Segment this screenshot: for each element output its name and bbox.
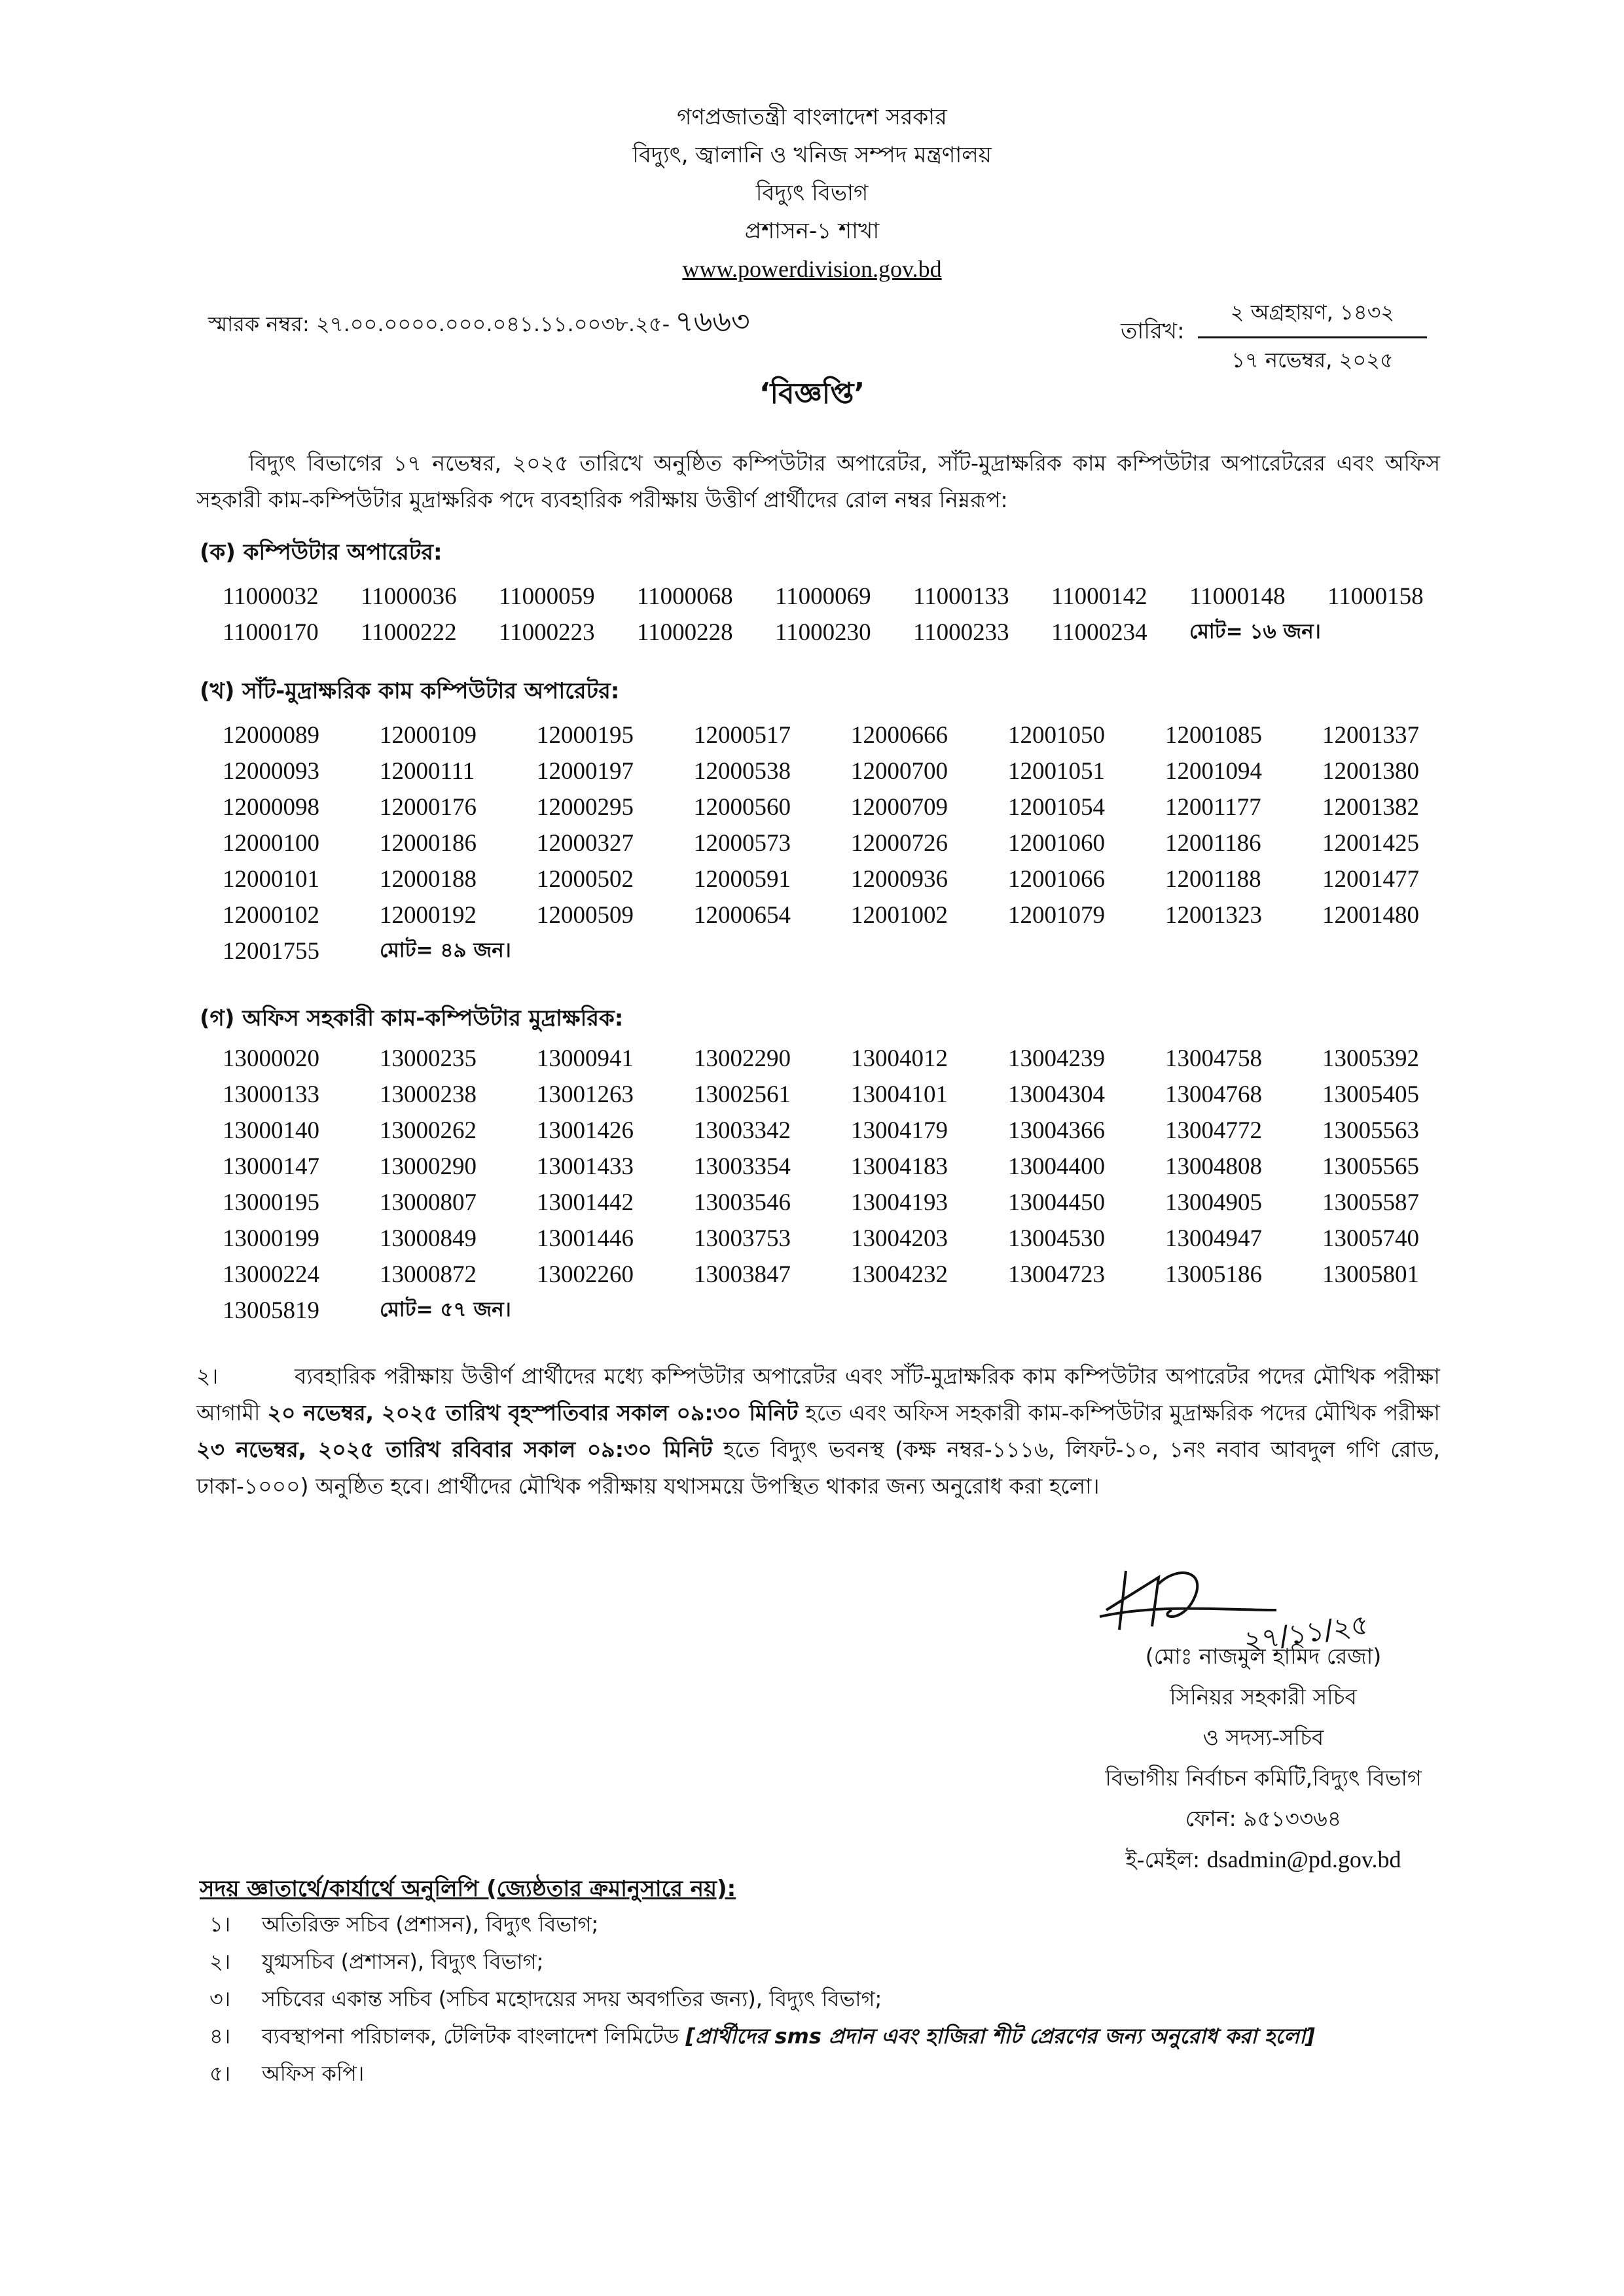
roll-row	[223, 789, 1479, 825]
copy-index: ১।	[209, 1912, 231, 1937]
signature-date: ২৭/১১/২৫	[1242, 1607, 1371, 1658]
roll-row	[223, 933, 1479, 969]
roll-number: 11000036	[361, 583, 457, 610]
roll-number: 11000148	[1189, 583, 1286, 610]
roll-number: 13004179	[851, 1117, 948, 1144]
roll-number: 12001177	[1165, 794, 1261, 821]
roll-number: 13000872	[380, 1261, 477, 1288]
viva-text-2: হতে এবং অফিস সহকারী কাম-কম্পিউটার মুদ্রাক্ষরিক পদের মৌখিক পরীক্ষা	[798, 1400, 1440, 1426]
section-c-roll-grid	[223, 1041, 1479, 1329]
roll-number: 13000235	[380, 1045, 477, 1072]
roll-number: 13004947	[1165, 1225, 1262, 1252]
roll-number: 13001442	[537, 1189, 634, 1216]
copy-text: ব্যবস্থাপনা পরিচালক, টেলিটক বাংলাদেশ লিমিটেড	[262, 2024, 686, 2049]
date-label: তারিখ:	[1121, 318, 1185, 344]
roll-number: 12000093	[223, 758, 319, 785]
notice-title: ‘বিজ্ঞপ্তি’	[759, 377, 865, 410]
section-b-roll-grid	[223, 717, 1479, 969]
copies-list	[209, 1906, 1315, 2092]
roll-number: 13004239	[1008, 1045, 1105, 1072]
roll-number: 11000228	[637, 619, 733, 646]
roll-number: 12000188	[380, 866, 477, 893]
roll-number: 13005565	[1322, 1153, 1419, 1180]
signatory-phone: ফোন: ৯৫১৩৩৬৪	[1185, 1806, 1342, 1831]
roll-row	[223, 897, 1479, 933]
copy-index: ৫।	[209, 2061, 231, 2086]
section-total: মোট= ১৬ জন।	[1189, 619, 1321, 643]
roll-number: 13000849	[380, 1225, 477, 1252]
roll-number: 12000100	[223, 830, 319, 857]
roll-number: 13004400	[1008, 1153, 1105, 1180]
roll-number: 12000517	[694, 722, 791, 749]
roll-number: 13004723	[1008, 1261, 1105, 1288]
date-divider	[1198, 336, 1427, 338]
roll-row	[223, 1041, 1479, 1077]
roll-number: 11000158	[1327, 583, 1424, 610]
roll-row	[223, 1149, 1479, 1185]
roll-number: 12000111	[380, 758, 475, 785]
header-division: বিদ্যুৎ বিভাগ	[755, 180, 869, 206]
roll-number: 13001263	[537, 1081, 634, 1108]
roll-number: 12000186	[380, 830, 477, 857]
roll-number: 12001188	[1165, 866, 1261, 893]
roll-number: 12000502	[537, 866, 634, 893]
roll-number: 11000222	[361, 619, 457, 646]
roll-number: 13000290	[380, 1153, 477, 1180]
roll-number: 12001337	[1322, 722, 1419, 749]
copy-item	[209, 1981, 1315, 2018]
memo-handwritten-number: ৭৬৬৩	[675, 305, 750, 338]
roll-number: 13000133	[223, 1081, 319, 1108]
signature-block	[1001, 1636, 1525, 1880]
roll-number: 12000192	[380, 902, 477, 929]
header-website-link[interactable]: www.powerdivision.gov.bd	[682, 256, 942, 282]
roll-number: 12000295	[537, 794, 634, 821]
roll-number: 13005405	[1322, 1081, 1419, 1108]
roll-number: 12001425	[1322, 830, 1419, 857]
roll-number: 12000709	[851, 794, 948, 821]
intro-paragraph: বিদ্যুৎ বিভাগের ১৭ নভেম্বর, ২০২৫ তারিখে অনুষ্ঠিত কম্পিউটার অপারেটর, সাঁট-মুদ্রাক্ষরিক কাম কম্পিউটার অপারেটরের এবং অফিস সহকারী কাম-কম্পিউটার মুদ্রাক্ষরিক পদে ব্যবহারিক পরীক্ষায় উত্তীর্ণ প্রার্থীদের রোল নম্বর নিম্নরূপ:	[196, 450, 1440, 512]
roll-number: 12001186	[1165, 830, 1261, 857]
roll-number: 12001380	[1322, 758, 1419, 785]
roll-number: 12000176	[380, 794, 477, 821]
viva-text-1: ব্যবহারিক পরীক্ষায় উত্তীর্ণ প্রার্থীদের মধ্যে কম্পিউটার অপারেটর এবং সাঁট-মুদ্রাক্ষরিক কাম কম্পিউটার অপারেটর পদের মৌখিক পরীক্ষা আগামী	[196, 1363, 1440, 1426]
roll-number: 13002260	[537, 1261, 634, 1288]
roll-number: 12000089	[223, 722, 319, 749]
viva-paragraph	[196, 1358, 1440, 1505]
roll-number: 12000538	[694, 758, 791, 785]
roll-row	[223, 579, 1466, 615]
roll-number: 12001382	[1322, 794, 1419, 821]
roll-number: 12001755	[223, 938, 319, 965]
roll-number: 12001060	[1008, 830, 1105, 857]
roll-number: 11000133	[913, 583, 1009, 610]
roll-number: 13004101	[851, 1081, 948, 1108]
roll-number: 12000726	[851, 830, 948, 857]
roll-number: 12001323	[1165, 902, 1262, 929]
roll-row	[223, 1221, 1479, 1257]
roll-number: 12001094	[1165, 758, 1262, 785]
roll-row	[223, 825, 1479, 861]
roll-number: 13000224	[223, 1261, 319, 1288]
roll-number: 13002561	[694, 1081, 791, 1108]
roll-number: 12001477	[1322, 866, 1419, 893]
roll-number: 13004193	[851, 1189, 948, 1216]
header-branch: প্রশাসন-১ শাখা	[744, 218, 880, 244]
roll-number: 12000327	[537, 830, 634, 857]
roll-number: 13005186	[1165, 1261, 1262, 1288]
roll-number: 12000509	[537, 902, 634, 929]
roll-row	[223, 1077, 1479, 1113]
roll-number: 12001480	[1322, 902, 1419, 929]
roll-number: 13002290	[694, 1045, 791, 1072]
roll-number: 11000068	[637, 583, 733, 610]
roll-row	[223, 1185, 1479, 1221]
roll-number: 13000941	[537, 1045, 634, 1072]
copy-item	[209, 2018, 1315, 2055]
roll-row	[223, 615, 1466, 651]
memo-label: স্মারক নম্বর: ২৭.০০.০০০০.০০০.০৪১.১১.০০৩৮.২৫-	[208, 312, 670, 336]
roll-number: 13004183	[851, 1153, 948, 1180]
memo-number	[208, 300, 750, 348]
viva-date-1: ২০ নভেম্বর, ২০২৫ তারিখ বৃহস্পতিবার সকাল ০৯:৩০ মিনিট	[267, 1400, 799, 1426]
roll-number: 13004012	[851, 1045, 948, 1072]
section-total: মোট= ৫৭ জন।	[380, 1297, 511, 1321]
copy-item	[209, 1906, 1315, 1943]
roll-number: 13003546	[694, 1189, 791, 1216]
copy-item	[209, 2055, 1315, 2092]
roll-number: 11000233	[913, 619, 1009, 646]
signatory-email-line	[1001, 1839, 1525, 1880]
roll-row	[223, 1293, 1479, 1329]
signatory-designation: সিনিয়র সহকারী সচিব	[1170, 1684, 1357, 1710]
viva-text-3: হতে বিদ্যুৎ ভবনস্থ (কক্ষ নম্বর-১১১৬, লিফট-১০, ১নং নবাব আবদুল গণি রোড, ঢাকা-১০০০) অনুষ্ঠিত হবে। প্রার্থীদের মৌখিক পরীক্ষায় যথাসময়ে উপস্থিত থাকার জন্য অনুরোধ করা হলো।	[196, 1437, 1440, 1499]
roll-number: 13003342	[694, 1117, 791, 1144]
roll-number: 11000142	[1051, 583, 1147, 610]
section-b-heading: (খ) সাঁট-মুদ্রাক্ষরিক কাম কম্পিউটার অপারেটর:	[200, 678, 620, 704]
copy-text: অতিরিক্ত সচিব (প্রশাসন), বিদ্যুৎ বিভাগ;	[262, 1912, 599, 1937]
roll-number: 13003847	[694, 1261, 791, 1288]
roll-number: 13004450	[1008, 1189, 1105, 1216]
roll-number: 13005563	[1322, 1117, 1419, 1144]
roll-number: 12000102	[223, 902, 319, 929]
roll-number: 13004530	[1008, 1225, 1105, 1252]
signatory-role: ও সদস্য-সচিব	[1202, 1725, 1324, 1750]
roll-number: 13004758	[1165, 1045, 1262, 1072]
roll-number: 12000101	[223, 866, 319, 893]
roll-number: 13000020	[223, 1045, 319, 1072]
copy-text: সচিবের একান্ত সচিব (সচিব মহোদয়ের সদয় অবগতির জন্য), বিদ্যুৎ বিভাগ;	[262, 1986, 882, 2011]
roll-number: 12000195	[537, 722, 634, 749]
section-a-heading: (ক) কম্পিউটার অপারেটর:	[200, 539, 442, 565]
roll-number: 12000654	[694, 902, 791, 929]
roll-number: 13000807	[380, 1189, 477, 1216]
roll-number: 13004232	[851, 1261, 948, 1288]
date-english: ১৭ নভেম্বর, ২০২৫	[1231, 348, 1394, 372]
email-label: ই-মেইল:	[1125, 1847, 1200, 1873]
signatory-name: (মোঃ নাজমুল হামিদ রেজা)	[1145, 1643, 1382, 1669]
roll-number: 12001051	[1008, 758, 1105, 785]
copy-text: অফিস কপি।	[262, 2061, 365, 2086]
roll-number: 13004203	[851, 1225, 948, 1252]
copies-heading: সদয় জ্ঞাতার্থে/কার্যার্থে অনুলিপি (জ্যেষ্ঠতার ক্রমানুসারে নয়):	[200, 1876, 736, 1902]
copy-item	[209, 1943, 1315, 1981]
copy-index: ৪।	[209, 2024, 231, 2049]
roll-number: 11000059	[499, 583, 595, 610]
roll-number: 11000234	[1051, 619, 1147, 646]
copy-index: ২।	[209, 1949, 231, 1974]
section-a-roll-grid	[223, 579, 1466, 651]
roll-number: 12000936	[851, 866, 948, 893]
roll-row	[223, 861, 1479, 897]
roll-number: 11000069	[775, 583, 871, 610]
roll-number: 13005392	[1322, 1045, 1419, 1072]
header-ministry: বিদ্যুৎ, জ্বালানি ও খনিজ সম্পদ মন্ত্রণালয়	[632, 142, 992, 168]
copy-text: যুগ্মসচিব (প্রশাসন), বিদ্যুৎ বিভাগ;	[262, 1949, 544, 1974]
roll-number: 12000098	[223, 794, 319, 821]
roll-number: 13000195	[223, 1189, 319, 1216]
roll-row	[223, 1113, 1479, 1149]
viva-date-2: ২৩ নভেম্বর, ২০২৫ তারিখ রবিবার সকাল ০৯:৩০ মিনিট	[196, 1437, 713, 1462]
roll-number: 13004772	[1165, 1117, 1262, 1144]
roll-number: 13004768	[1165, 1081, 1262, 1108]
roll-number: 11000230	[775, 619, 871, 646]
roll-number: 12000560	[694, 794, 791, 821]
roll-number: 13003354	[694, 1153, 791, 1180]
roll-number: 13005740	[1322, 1225, 1419, 1252]
date-box	[1198, 296, 1427, 379]
roll-number: 13004808	[1165, 1153, 1262, 1180]
copy-note: [প্রার্থীদের sms প্রদান এবং হাজিরা শীট প্রেরণের জন্য অনুরোধ করা হলো]	[685, 2024, 1315, 2049]
roll-number: 13003753	[694, 1225, 791, 1252]
roll-row	[223, 1257, 1479, 1293]
section-c-heading: (গ) অফিস সহকারী কাম-কম্পিউটার মুদ্রাক্ষরিক:	[200, 1005, 624, 1031]
roll-number: 12001050	[1008, 722, 1105, 749]
email-link[interactable]: dsadmin@pd.gov.bd	[1206, 1846, 1401, 1873]
roll-number: 13004304	[1008, 1081, 1105, 1108]
section-total: মোট= ৪৯ জন।	[380, 938, 511, 962]
roll-number: 13001446	[537, 1225, 634, 1252]
roll-number: 12000573	[694, 830, 791, 857]
roll-row	[223, 717, 1479, 753]
viva-paragraph-index: ২।	[196, 1363, 219, 1389]
roll-number: 13000262	[380, 1117, 477, 1144]
roll-number: 12000109	[380, 722, 477, 749]
roll-number: 13000238	[380, 1081, 477, 1108]
roll-number: 13000147	[223, 1153, 319, 1180]
roll-number: 12001085	[1165, 722, 1262, 749]
roll-number: 12001054	[1008, 794, 1105, 821]
roll-number: 11000170	[223, 619, 319, 646]
roll-number: 13005587	[1322, 1189, 1419, 1216]
roll-number: 13000199	[223, 1225, 319, 1252]
roll-number: 13001426	[537, 1117, 634, 1144]
roll-number: 13001433	[537, 1153, 634, 1180]
roll-number: 12001002	[851, 902, 948, 929]
copy-index: ৩।	[209, 1986, 231, 2011]
roll-number: 13000140	[223, 1117, 319, 1144]
roll-number: 13005819	[223, 1297, 319, 1324]
roll-number: 13005801	[1322, 1261, 1419, 1288]
roll-number: 11000223	[499, 619, 595, 646]
roll-row	[223, 753, 1479, 789]
roll-number: 11000032	[223, 583, 319, 610]
roll-number: 12000197	[537, 758, 634, 785]
roll-number: 12000700	[851, 758, 948, 785]
roll-number: 12001079	[1008, 902, 1105, 929]
date-bangla: ২ অগ্রহায়ণ, ১৪৩২	[1230, 300, 1395, 325]
roll-number: 13004905	[1165, 1189, 1262, 1216]
roll-number: 12000666	[851, 722, 948, 749]
roll-number: 13004366	[1008, 1117, 1105, 1144]
header-government: গণপ্রজাতন্ত্রী বাংলাদেশ সরকার	[677, 104, 947, 130]
signatory-committee: বিভাগীয় নির্বাচন কমিটি,বিদ্যুৎ বিভাগ	[1105, 1765, 1422, 1791]
roll-number: 12001066	[1008, 866, 1105, 893]
roll-number: 12000591	[694, 866, 791, 893]
